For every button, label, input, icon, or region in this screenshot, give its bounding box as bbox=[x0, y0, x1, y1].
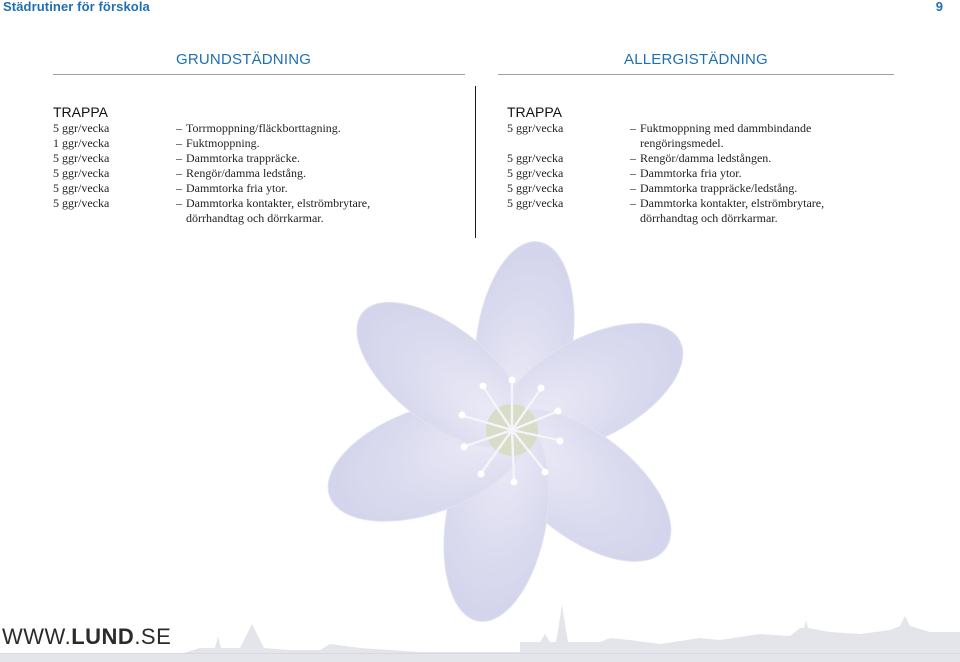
section-title: TRAPPA bbox=[53, 104, 108, 120]
frequency: 5 ggr/vecka bbox=[507, 181, 564, 195]
task-continuation: dörrhandtag och dörrkarmar. bbox=[640, 211, 778, 225]
list-item bbox=[507, 181, 907, 196]
frequency: 5 ggr/vecka bbox=[507, 151, 564, 165]
flower-icon bbox=[300, 240, 720, 650]
list-item bbox=[53, 151, 468, 166]
list-item bbox=[53, 196, 468, 211]
list-item-continuation bbox=[53, 211, 468, 226]
list-item bbox=[53, 136, 468, 151]
task: Dammtorka trappräcke/ledstång. bbox=[640, 181, 798, 195]
task: Fuktmoppning. bbox=[186, 136, 260, 150]
frequency: 5 ggr/vecka bbox=[53, 166, 110, 180]
task: Rengör/damma ledstången. bbox=[640, 151, 772, 165]
list-item bbox=[53, 166, 468, 181]
frequency: 5 ggr/vecka bbox=[53, 181, 110, 195]
dash: – bbox=[176, 151, 182, 165]
section-allergistadning-trappa bbox=[507, 103, 907, 226]
task: Rengör/damma ledstång. bbox=[186, 166, 306, 180]
task: Torrmoppning/fläckborttagning. bbox=[186, 121, 341, 135]
section-grundstadning-trappa bbox=[53, 103, 468, 226]
task: Dammtorka kontakter, elströmbrytare, bbox=[186, 196, 371, 210]
dash: – bbox=[630, 196, 636, 210]
list-item bbox=[53, 181, 468, 196]
list-item bbox=[507, 166, 907, 181]
frequency: 1 ggr/vecka bbox=[53, 136, 110, 150]
frequency: 5 ggr/vecka bbox=[53, 196, 110, 210]
page-number: 9 bbox=[935, 0, 943, 14]
heading-grundstadning: GRUNDSTÄDNING bbox=[176, 51, 312, 68]
column-divider bbox=[475, 86, 476, 238]
list-item-continuation bbox=[507, 211, 907, 226]
dash: – bbox=[176, 136, 182, 150]
task: Dammtorka fria ytor. bbox=[186, 181, 288, 195]
list-item-continuation bbox=[507, 136, 907, 151]
task: Dammtorka trappräcke. bbox=[186, 151, 300, 165]
frequency: 5 ggr/vecka bbox=[507, 166, 564, 180]
divider-right bbox=[498, 74, 894, 75]
divider-left bbox=[53, 74, 465, 75]
heading-allergistadning: ALLERGISTÄDNING bbox=[624, 51, 768, 68]
section-title: TRAPPA bbox=[507, 104, 562, 120]
dash: – bbox=[176, 166, 182, 180]
list-item bbox=[507, 196, 907, 211]
frequency: 5 ggr/vecka bbox=[507, 121, 564, 135]
task: Fuktmoppning med dammbindande bbox=[640, 121, 812, 135]
task: Dammtorka fria ytor. bbox=[640, 166, 742, 180]
task: Dammtorka kontakter, elströmbrytare, bbox=[640, 196, 825, 210]
dash: – bbox=[176, 196, 182, 210]
frequency: 5 ggr/vecka bbox=[53, 151, 110, 165]
dash: – bbox=[176, 181, 182, 195]
frequency: 5 ggr/vecka bbox=[507, 196, 564, 210]
dash: – bbox=[176, 121, 182, 135]
list-item bbox=[507, 121, 907, 136]
dash: – bbox=[630, 151, 636, 165]
document-title: Städrutiner för förskola bbox=[3, 0, 150, 14]
dash: – bbox=[630, 121, 636, 135]
dash: – bbox=[630, 181, 636, 195]
lund-website-logo[interactable]: WWW.LUND.SE bbox=[2, 624, 172, 649]
task-continuation: dörrhandtag och dörrkarmar. bbox=[186, 211, 324, 225]
list-item bbox=[507, 151, 907, 166]
top-bar bbox=[0, 0, 960, 16]
dash: – bbox=[630, 166, 636, 180]
task-continuation: rengöringsmedel. bbox=[640, 136, 724, 150]
list-item bbox=[53, 121, 468, 136]
frequency: 5 ggr/vecka bbox=[53, 121, 110, 135]
